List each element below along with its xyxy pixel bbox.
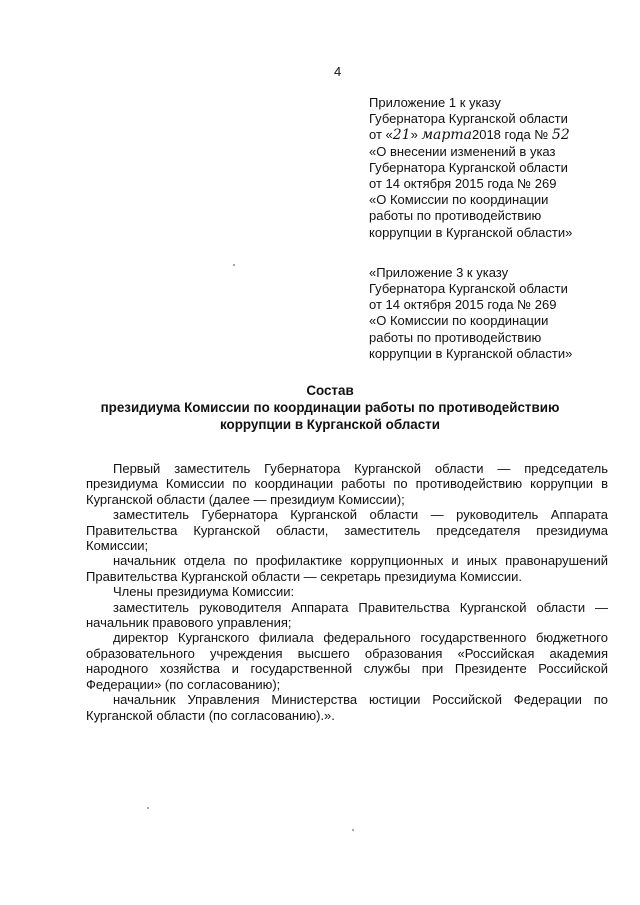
appendix-new-line7: «О Комиссии по координации [369,192,549,208]
scan-speck [352,829,354,831]
appendix-spacer [369,241,619,265]
appendix-block [369,95,619,362]
body-paragraph-chairman: Первый заместитель Губернатора Курганской области — председатель президиума Комиссии по координации работы по противодействию коррупции в Курганской области (далее — президиум Комиссии); [86,461,608,507]
title-line3: коррупции в Курганской области [220,417,440,432]
date-mid: » [410,127,418,143]
handwritten-day: 21 [392,127,411,144]
title-line2: президиума Комиссии по координации работы по противодействию [100,400,560,415]
body-paragraph-member-justice: начальник Управления Министерства юстиции Российской Федерации по Курганской области (по согласованию).». [86,692,608,723]
year-part: 2018 года № [471,127,549,143]
appendix-new-line5: Губернатора Курганской области [369,159,568,175]
body-paragraph-members-heading: Члены президиума Комиссии: [113,584,295,600]
appendix-new-line1: Приложение 1 к указу [369,95,501,110]
body-paragraph-member-academy: директор Курганского филиала федерального государственного бюджетного образовательного учреждения высшего образования «Российская академия народного хозяйства и государственной службы при Президенте Российской Федерации» (по согласованию); [86,630,608,692]
body-paragraph-member-legal: заместитель руководителя Аппарата Правительства Курганской области — начальник правового управления; [86,599,608,631]
document-title [80,382,580,433]
handwritten-number: 52 [551,127,570,144]
body-paragraph-secretary: начальник отдела по профилактике коррупционных и иных правонарушений Правительства Курганской области — секретарь президиума Комиссии. [86,553,608,584]
appendix-old-line2: Губернатора Курганской области [369,281,568,297]
date-prefix: от « [369,127,393,143]
title-line1: Состав [306,383,354,398]
handwritten-month: марта [421,127,472,144]
document-body [86,461,608,723]
appendix-old-line5: работы по противодействию [369,329,542,345]
appendix-new-line8: работы по противодействию [369,208,542,224]
appendix-old-line1: «Приложение 3 к указу [369,264,509,280]
appendix-new-date-line [369,127,619,143]
appendix-new-line4: «О внесении изменений в указ [369,143,556,159]
body-paragraph-deputy: заместитель Губернатора Курганской области — руководитель Аппарата Правительства Курганской области, заместитель председателя президиума Комиссии; [86,507,608,554]
scan-speck [147,807,149,809]
appendix-new-line9: коррупции в Курганской области» [369,224,573,240]
appendix-old-line3: от 14 октября 2015 года № 269 [369,297,557,313]
appendix-new-line6: от 14 октября 2015 года № 269 [369,176,557,192]
appendix-old-line6: коррупции в Курганской области» [369,345,573,361]
scan-speck [233,264,235,266]
appendix-old-line4: «О Комиссии по координации [369,313,549,329]
appendix-new-line2: Губернатора Курганской области [369,111,568,127]
page-number: 4 [334,64,342,79]
